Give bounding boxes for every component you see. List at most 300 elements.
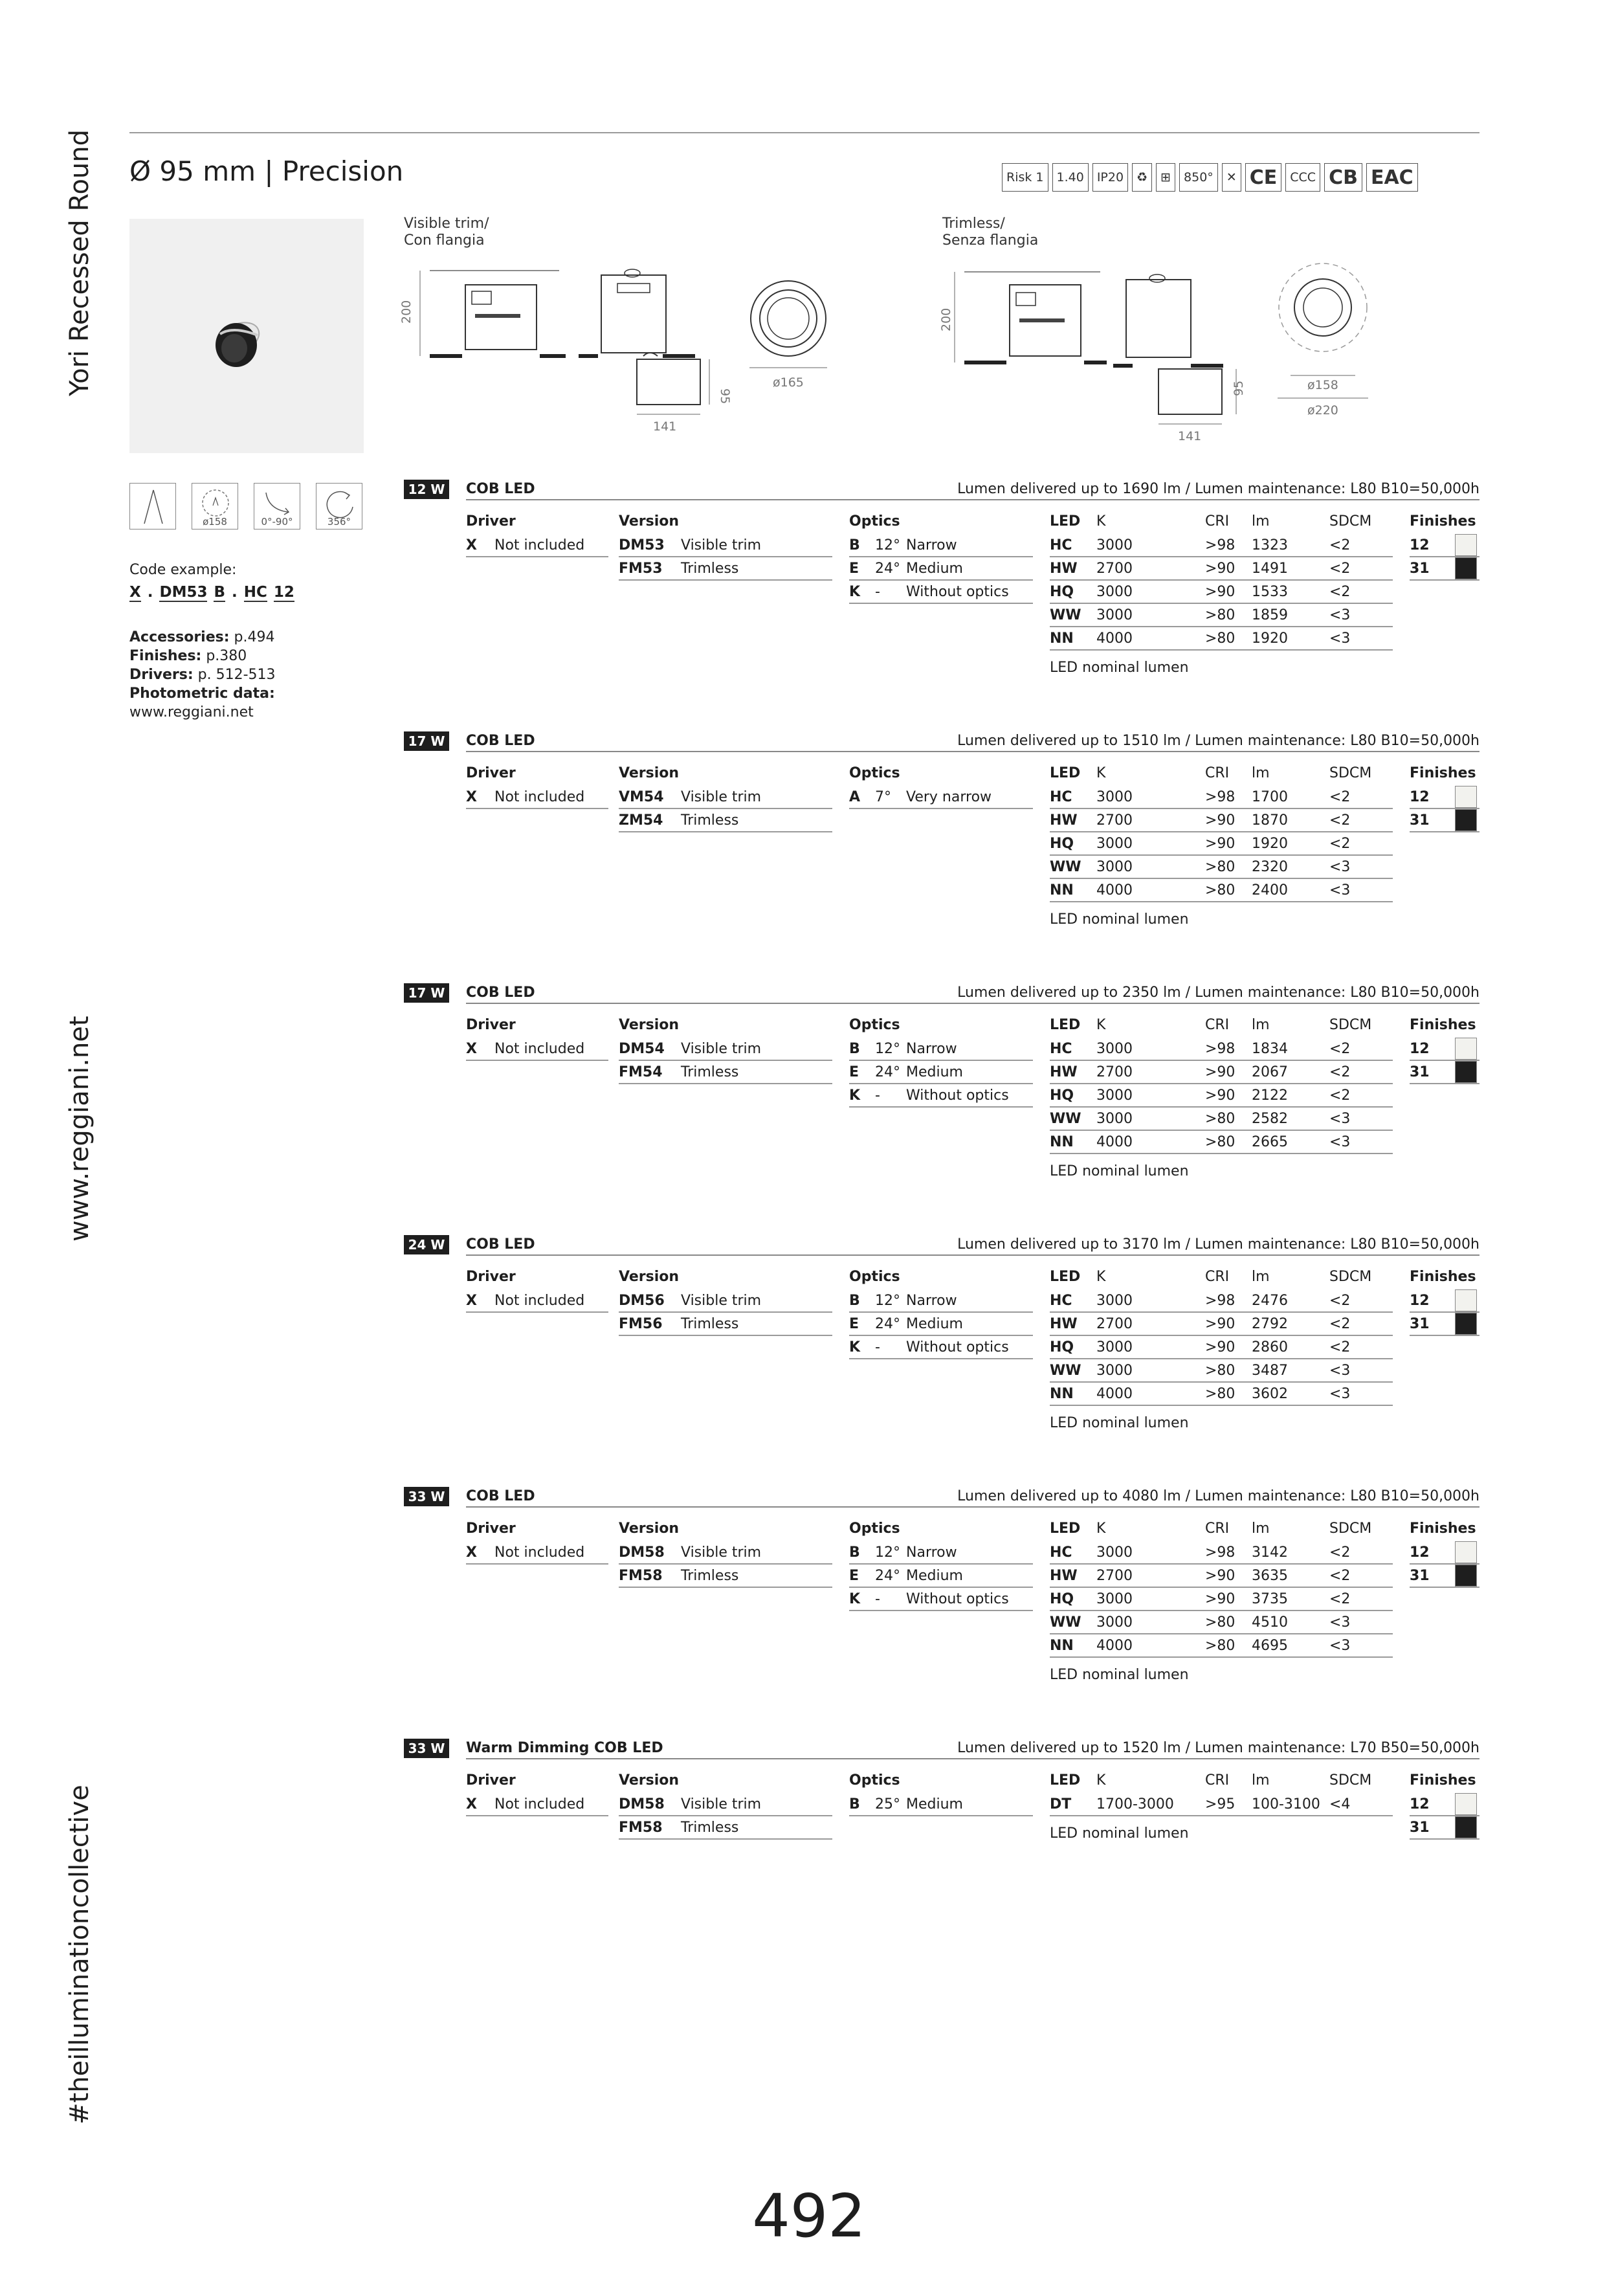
led-lm: 1533 (1252, 584, 1288, 600)
feature-icons (129, 483, 362, 529)
led-row (1050, 1634, 1393, 1658)
optics-angle: - (875, 1339, 880, 1355)
led-cri: >90 (1205, 561, 1236, 577)
code-part: HC (243, 584, 267, 601)
led-sdcm: <2 (1329, 1544, 1351, 1561)
led-code: HW (1050, 1568, 1078, 1584)
optics-row (849, 1565, 1033, 1588)
led-cri: >90 (1205, 1591, 1236, 1607)
section-rule (466, 499, 1479, 500)
led-nominal-note: LED nominal lumen (1050, 1825, 1189, 1842)
led-row (1050, 581, 1393, 604)
tilt-icon: 0°-90° (254, 483, 300, 529)
driver-row (466, 1541, 608, 1565)
driver-code: X (466, 789, 477, 805)
optics-row (849, 1084, 1033, 1108)
beam-angle-icon (129, 483, 176, 529)
finish-row (1410, 1038, 1479, 1061)
optics-code: E (849, 1568, 859, 1584)
col-header-optics: Optics (849, 1521, 900, 1537)
led-lm: 2320 (1252, 859, 1288, 875)
led-row (1050, 1108, 1393, 1131)
led-cri: >80 (1205, 1614, 1236, 1631)
section-rule (466, 1758, 1479, 1759)
version-row (619, 809, 832, 832)
optics-angle: 12° (875, 537, 900, 553)
lumen-info: Lumen delivered up to 1510 lm / Lumen maintenance: L80 B10=50,000h (957, 733, 1479, 749)
version-row (619, 1793, 832, 1816)
version-code: VM54 (619, 789, 664, 805)
version-label: Trimless (681, 1064, 739, 1080)
led-k: 3000 (1096, 1293, 1133, 1309)
col-header-cri: CRI (1205, 513, 1230, 529)
led-row (1050, 557, 1393, 581)
led-lm: 1491 (1252, 561, 1288, 577)
led-row (1050, 1038, 1393, 1061)
version-label: Visible trim (681, 1041, 762, 1057)
led-sdcm: <2 (1329, 836, 1351, 852)
led-code: HQ (1050, 584, 1074, 600)
led-k: 3000 (1096, 1041, 1133, 1057)
optics-angle: - (875, 584, 880, 600)
product-section (404, 1739, 1479, 1972)
section-rule (466, 1003, 1479, 1004)
optics-label: Without optics (906, 1087, 1009, 1104)
led-cri: >80 (1205, 1134, 1236, 1150)
version-row (619, 1816, 832, 1840)
led-nominal-note: LED nominal lumen (1050, 1415, 1189, 1431)
led-lm: 3735 (1252, 1591, 1288, 1607)
led-cri: >80 (1205, 859, 1236, 875)
led-lm: 1859 (1252, 607, 1288, 623)
led-sdcm: <3 (1329, 859, 1351, 875)
led-k: 2700 (1096, 561, 1133, 577)
section-title: COB LED (466, 1236, 535, 1253)
finish-swatch (1455, 1793, 1477, 1815)
product-section (404, 1487, 1479, 1720)
led-lm: 4510 (1252, 1614, 1288, 1631)
section-header (404, 1487, 1479, 1506)
led-sdcm: <3 (1329, 630, 1351, 647)
led-code: HQ (1050, 1087, 1074, 1104)
led-cri: >90 (1205, 1339, 1236, 1355)
code-example (129, 584, 294, 602)
version-code: ZM54 (619, 812, 663, 829)
section-title: COB LED (466, 733, 535, 749)
version-label: Visible trim (681, 1293, 762, 1309)
led-row (1050, 1289, 1393, 1313)
led-sdcm: <4 (1329, 1796, 1351, 1812)
optics-label: Medium (906, 1316, 963, 1332)
led-row (1050, 1793, 1393, 1816)
photometric-label: Photometric data: (129, 685, 275, 702)
col-header-led: LED (1050, 765, 1081, 781)
led-lm: 2476 (1252, 1293, 1288, 1309)
optics-code: B (849, 1544, 860, 1561)
optics-angle: 25° (875, 1796, 900, 1812)
cert-badge: CCC (1285, 163, 1320, 192)
led-k: 3000 (1096, 789, 1133, 805)
led-lm: 3635 (1252, 1568, 1288, 1584)
col-header-led: LED (1050, 1269, 1081, 1285)
led-k: 3000 (1096, 1591, 1133, 1607)
col-header-lm: lm (1252, 1772, 1270, 1789)
lumen-info: Lumen delivered up to 1520 lm / Lumen maintenance: L70 B50=50,000h (957, 1740, 1479, 1756)
led-code: NN (1050, 630, 1074, 647)
led-row (1050, 1084, 1393, 1108)
section-rule (466, 1254, 1479, 1256)
led-code: WW (1050, 1111, 1081, 1127)
led-cri: >98 (1205, 789, 1236, 805)
finish-swatch (1455, 1289, 1477, 1311)
led-k: 2700 (1096, 1064, 1133, 1080)
col-header-cri: CRI (1205, 1772, 1230, 1789)
led-sdcm: <2 (1329, 1591, 1351, 1607)
accessories-label: Accessories: (129, 629, 230, 645)
optics-code: B (849, 1041, 860, 1057)
led-row (1050, 1383, 1393, 1406)
led-code: HC (1050, 789, 1072, 805)
optics-label: Without optics (906, 1591, 1009, 1607)
col-header-optics: Optics (849, 513, 900, 529)
optics-angle: 24° (875, 1316, 900, 1332)
section-title: Warm Dimming COB LED (466, 1740, 663, 1756)
col-header-led: LED (1050, 1017, 1081, 1033)
col-header-lm: lm (1252, 513, 1270, 529)
led-code: HQ (1050, 1339, 1074, 1355)
led-k: 3000 (1096, 1363, 1133, 1379)
col-header-led: LED (1050, 513, 1081, 529)
finishes-page: p.380 (201, 648, 247, 664)
led-k: 3000 (1096, 836, 1133, 852)
drivers-page: p. 512-513 (193, 667, 276, 683)
col-header-sdcm: SDCM (1329, 513, 1372, 529)
led-sdcm: <3 (1329, 1614, 1351, 1631)
led-row (1050, 627, 1393, 651)
led-code: NN (1050, 1386, 1074, 1402)
svg-text:95: 95 (1232, 380, 1246, 396)
led-cri: >80 (1205, 1638, 1236, 1654)
led-sdcm: <2 (1329, 1293, 1351, 1309)
section-rule (466, 751, 1479, 752)
led-sdcm: <2 (1329, 584, 1351, 600)
version-code: DM58 (619, 1544, 665, 1561)
col-header-k: K (1096, 513, 1106, 529)
led-lm: 2860 (1252, 1339, 1288, 1355)
driver-code: X (466, 1293, 477, 1309)
led-code: HQ (1050, 1591, 1074, 1607)
led-code: HW (1050, 1064, 1078, 1080)
finish-code: 31 (1410, 812, 1430, 829)
finish-swatch (1455, 1313, 1477, 1335)
optics-row (849, 1038, 1033, 1061)
optics-label: Narrow (906, 537, 957, 553)
power-badge: 17 W (404, 983, 449, 1003)
led-k: 4000 (1096, 1386, 1133, 1402)
optics-label: Very narrow (906, 789, 992, 805)
finish-row (1410, 786, 1479, 809)
col-header-cri: CRI (1205, 1269, 1230, 1285)
optics-angle: 7° (875, 789, 891, 805)
version-code: FM58 (619, 1568, 663, 1584)
optics-code: K (849, 584, 861, 600)
led-code: WW (1050, 1614, 1081, 1631)
version-label: Trimless (681, 561, 739, 577)
led-lm: 1323 (1252, 537, 1288, 553)
led-cri: >80 (1205, 630, 1236, 647)
trimless-caption: Trimless/ Senza flangia (942, 216, 1039, 249)
led-row (1050, 1313, 1393, 1336)
finish-code: 12 (1410, 537, 1430, 553)
led-lm: 2582 (1252, 1111, 1288, 1127)
col-header-driver: Driver (466, 765, 516, 781)
photometric-link[interactable]: www.reggiani.net (129, 704, 254, 720)
led-code: HQ (1050, 836, 1074, 852)
side-hashtag: #theilluminationcollective (65, 1785, 94, 2124)
led-code: HW (1050, 561, 1078, 577)
version-code: DM56 (619, 1293, 665, 1309)
section-header (404, 480, 1479, 499)
led-cri: >80 (1205, 1363, 1236, 1379)
page-title: Ø 95 mm | Precision (129, 155, 404, 187)
power-badge: 17 W (404, 731, 449, 751)
finish-code: 31 (1410, 1064, 1430, 1080)
optics-row (849, 1336, 1033, 1359)
finish-swatch (1455, 786, 1477, 808)
led-k: 3000 (1096, 584, 1133, 600)
led-row (1050, 1588, 1393, 1611)
driver-row (466, 1289, 608, 1313)
led-sdcm: <2 (1329, 1064, 1351, 1080)
led-nominal-note: LED nominal lumen (1050, 660, 1189, 676)
section-title: COB LED (466, 481, 535, 497)
led-k: 4000 (1096, 1638, 1133, 1654)
led-sdcm: <3 (1329, 1111, 1351, 1127)
led-sdcm: <2 (1329, 789, 1351, 805)
svg-text:141: 141 (1178, 429, 1202, 443)
optics-code: E (849, 1064, 859, 1080)
svg-text:ø165: ø165 (773, 375, 804, 390)
led-sdcm: <3 (1329, 1134, 1351, 1150)
drivers-label: Drivers: (129, 667, 194, 683)
finish-swatch (1455, 1038, 1477, 1060)
svg-text:ø158: ø158 (1307, 378, 1338, 392)
finish-swatch (1455, 1816, 1477, 1838)
led-k: 3000 (1096, 1087, 1133, 1104)
led-cri: >90 (1205, 1316, 1236, 1332)
led-code: HC (1050, 537, 1072, 553)
col-header-version: Version (619, 513, 680, 529)
led-nominal-note: LED nominal lumen (1050, 1667, 1189, 1683)
version-label: Visible trim (681, 1796, 762, 1812)
driver-label: Not included (494, 537, 585, 553)
led-lm: 3142 (1252, 1544, 1288, 1561)
led-sdcm: <3 (1329, 607, 1351, 623)
version-code: DM58 (619, 1796, 665, 1812)
optics-angle: 12° (875, 1544, 900, 1561)
led-code: WW (1050, 607, 1081, 623)
page-number: 492 (752, 2181, 866, 2251)
power-badge: 24 W (404, 1235, 449, 1254)
led-row (1050, 1336, 1393, 1359)
col-header-sdcm: SDCM (1329, 1521, 1372, 1537)
col-header-sdcm: SDCM (1329, 1017, 1372, 1033)
power-badge: 33 W (404, 1739, 449, 1758)
led-row (1050, 534, 1393, 557)
section-header (404, 731, 1479, 751)
led-lm: 2400 (1252, 882, 1288, 898)
optics-row (849, 1541, 1033, 1565)
finish-row (1410, 1565, 1479, 1588)
visible-trim-caption: Visible trim/ Con flangia (404, 216, 489, 249)
col-header-version: Version (619, 765, 680, 781)
led-sdcm: <3 (1329, 882, 1351, 898)
led-lm: 1920 (1252, 836, 1288, 852)
led-lm: 2665 (1252, 1134, 1288, 1150)
optics-angle: 24° (875, 1064, 900, 1080)
col-header-driver: Driver (466, 1017, 516, 1033)
col-header-finishes: Finishes (1410, 1772, 1476, 1789)
driver-row (466, 786, 608, 809)
rotation-icon: 356° (316, 483, 362, 529)
led-cri: >90 (1205, 584, 1236, 600)
cert-badge: CE (1245, 163, 1282, 192)
col-header-finishes: Finishes (1410, 765, 1476, 781)
led-sdcm: <3 (1329, 1638, 1351, 1654)
optics-row (849, 1061, 1033, 1084)
finish-row (1410, 1061, 1479, 1084)
optics-label: Medium (906, 1796, 963, 1812)
led-code: NN (1050, 882, 1074, 898)
driver-code: X (466, 537, 477, 553)
led-cri: >90 (1205, 1064, 1236, 1080)
version-code: FM54 (619, 1064, 663, 1080)
version-code: FM58 (619, 1820, 663, 1836)
version-row (619, 1289, 832, 1313)
led-row (1050, 786, 1393, 809)
led-lm: 1700 (1252, 789, 1288, 805)
code-part: . (147, 584, 153, 601)
col-header-sdcm: SDCM (1329, 1772, 1372, 1789)
optics-angle: - (875, 1087, 880, 1104)
col-header-version: Version (619, 1772, 680, 1789)
col-header-optics: Optics (849, 1772, 900, 1789)
driver-code: X (466, 1544, 477, 1561)
lumen-info: Lumen delivered up to 4080 lm / Lumen maintenance: L80 B10=50,000h (957, 1488, 1479, 1504)
optics-code: A (849, 789, 861, 805)
optics-label: Without optics (906, 1339, 1009, 1355)
led-lm: 2067 (1252, 1064, 1288, 1080)
led-sdcm: <3 (1329, 1363, 1351, 1379)
finish-code: 12 (1410, 1544, 1430, 1561)
finish-row (1410, 534, 1479, 557)
led-sdcm: <3 (1329, 1386, 1351, 1402)
finishes-label: Finishes: (129, 648, 202, 664)
led-cri: >98 (1205, 537, 1236, 553)
led-cri: >80 (1205, 1111, 1236, 1127)
led-lm: 1870 (1252, 812, 1288, 829)
version-label: Visible trim (681, 537, 762, 553)
col-header-lm: lm (1252, 1269, 1270, 1285)
led-cri: >90 (1205, 812, 1236, 829)
led-row (1050, 1565, 1393, 1588)
led-k: 2700 (1096, 1568, 1133, 1584)
version-row (619, 1038, 832, 1061)
led-cri: >95 (1205, 1796, 1236, 1812)
optics-label: Narrow (906, 1544, 957, 1561)
finish-row (1410, 1541, 1479, 1565)
section-header (404, 983, 1479, 1003)
section-header (404, 1739, 1479, 1758)
driver-row (466, 1793, 608, 1816)
led-row (1050, 1541, 1393, 1565)
led-sdcm: <2 (1329, 1339, 1351, 1355)
optics-angle: 12° (875, 1293, 900, 1309)
finish-code: 12 (1410, 1293, 1430, 1309)
version-row (619, 786, 832, 809)
led-row (1050, 1061, 1393, 1084)
code-part: B (214, 584, 226, 601)
cert-icons (1002, 163, 1418, 192)
col-header-led: LED (1050, 1521, 1081, 1537)
led-lm: 1834 (1252, 1041, 1288, 1057)
code-part: 12 (273, 584, 294, 601)
version-code: DM53 (619, 537, 665, 553)
cutout-icon: ø158 (192, 483, 238, 529)
led-row (1050, 879, 1393, 902)
col-header-cri: CRI (1205, 1017, 1230, 1033)
col-header-driver: Driver (466, 513, 516, 529)
led-row (1050, 832, 1393, 856)
driver-label: Not included (494, 1293, 585, 1309)
driver-label: Not included (494, 1041, 585, 1057)
driver-label: Not included (494, 1544, 585, 1561)
trimless-drawing (938, 259, 1417, 447)
led-cri: >98 (1205, 1544, 1236, 1561)
optics-code: K (849, 1591, 861, 1607)
led-k: 3000 (1096, 859, 1133, 875)
led-k: 3000 (1096, 607, 1133, 623)
led-lm: 100-3100 (1252, 1796, 1320, 1812)
led-cri: >90 (1205, 836, 1236, 852)
optics-label: Medium (906, 1568, 963, 1584)
optics-code: B (849, 1293, 860, 1309)
version-row (619, 557, 832, 581)
section-header (404, 1235, 1479, 1254)
led-row (1050, 856, 1393, 879)
version-label: Visible trim (681, 789, 762, 805)
led-cri: >80 (1205, 882, 1236, 898)
finish-swatch (1455, 534, 1477, 556)
col-header-optics: Optics (849, 765, 900, 781)
led-row (1050, 809, 1393, 832)
visible-trim-drawing (399, 259, 870, 440)
cert-badge: 1.40 (1052, 163, 1089, 192)
svg-text:200: 200 (939, 307, 953, 331)
led-nominal-note: LED nominal lumen (1050, 911, 1189, 928)
col-header-optics: Optics (849, 1269, 900, 1285)
optics-label: Medium (906, 1064, 963, 1080)
code-example-label: Code example: (129, 562, 237, 578)
led-sdcm: <2 (1329, 1041, 1351, 1057)
code-part: . (232, 584, 238, 601)
led-code: HW (1050, 1316, 1078, 1332)
version-label: Visible trim (681, 1544, 762, 1561)
cert-badge: ⊞ (1156, 163, 1175, 192)
power-badge: 33 W (404, 1487, 449, 1506)
col-header-driver: Driver (466, 1772, 516, 1789)
product-photo (129, 219, 364, 453)
